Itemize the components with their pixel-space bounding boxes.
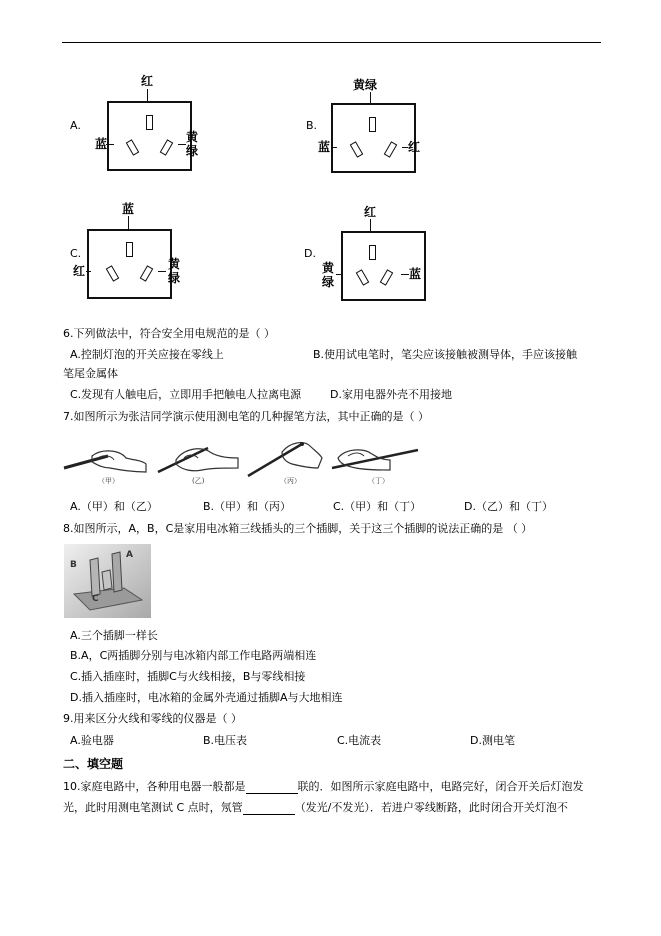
pen-grip-figure-jia (62, 438, 148, 485)
caption: （丙） (280, 477, 301, 485)
top-wire-label: 红 (364, 205, 377, 219)
q6-option-a: A.控制灯泡的开关应接在零线上 (70, 348, 224, 361)
q10-text-part-2: 联的．如图所示家庭电路中，电路完好，闭合开关后灯泡发 (297, 780, 584, 793)
right-wire-label-1: 黄 (168, 257, 181, 271)
left-slot (106, 265, 120, 281)
question-8-stem: 8.如图所示，A，B，C是家用电冰箱三线插头的三个插脚，关于这三个插脚的说法正确的是 （ ） (63, 522, 533, 535)
q8-option-a: A.三个插脚一样长 (70, 629, 158, 642)
caption: (乙) (192, 477, 205, 485)
question-10-line-2 (63, 801, 568, 815)
earth-slot (126, 242, 133, 257)
q9-option-b: B.电压表 (203, 734, 248, 747)
pin-label-b: B (70, 560, 77, 570)
header-rule (62, 42, 601, 43)
right-lead (178, 144, 186, 145)
left-slot (126, 139, 140, 155)
q7-option-c: C.（甲）和（丁） (333, 500, 422, 513)
section-heading: 二、填空题 (63, 757, 124, 771)
right-slot (380, 269, 394, 285)
right-wire-label: 蓝 (409, 267, 422, 281)
q6-option-c: C.发现有人触电后，立即用手把触电人拉离电源 (70, 388, 302, 401)
plug-photo (64, 544, 151, 618)
pen-grip-figure-ding (328, 438, 420, 485)
left-wire-label-1: 黄 (322, 261, 335, 275)
q7-option-b: B.（甲）和（丙） (203, 500, 292, 513)
question-9-stem: 9.用来区分火线和零线的仪器是（ ） (63, 712, 242, 725)
pin-label-a: A (126, 550, 133, 560)
question-7-stem: 7.如图所示为张洁同学演示使用测电笔的几种握笔方法，其中正确的是（ ） (63, 410, 429, 423)
q8-option-d: D.插入插座时，电冰箱的金属外壳通过插脚A与大地相连 (70, 691, 343, 704)
question-6-stem: 6.下列做法中，符合安全用电规范的是（ ） (63, 327, 275, 340)
right-lead (158, 271, 166, 272)
q9-option-c: C.电流表 (337, 734, 382, 747)
right-slot (140, 265, 154, 281)
left-wire-label: 红 (73, 264, 86, 278)
right-wire-label: 红 (408, 140, 421, 154)
pin-label-c: C (92, 594, 99, 604)
earth-slot (369, 245, 376, 260)
top-wire-label: 黄绿 (353, 78, 378, 92)
question-10-line-1 (63, 780, 584, 794)
top-lead (128, 216, 129, 230)
q10-text-part-3: 光，此时用测电笔测试 C 点时，氖管 (63, 801, 243, 814)
option-letter: B. (306, 119, 318, 132)
left-wire-label-2: 绿 (322, 275, 335, 289)
left-lead (336, 274, 342, 275)
option-letter: C. (70, 247, 82, 260)
q6-option-d: D.家用电器外壳不用接地 (330, 388, 452, 401)
q9-option-a: A.验电器 (70, 734, 114, 747)
q7-option-d: D.（乙）和（丁） (464, 500, 553, 513)
q6-option-b-continued: 笔尾金属体 (63, 367, 118, 380)
q9-option-d: D.测电笔 (470, 734, 515, 747)
q10-text-part-4: （发光/不发光）．若进户零线断路，此时闭合开关灯泡不 (294, 801, 568, 814)
pen-grip-figure-yi (154, 438, 240, 485)
left-wire-label: 蓝 (95, 137, 108, 151)
top-wire-label: 红 (141, 74, 154, 88)
top-wire-label: 蓝 (122, 202, 135, 216)
earth-slot (369, 117, 376, 132)
q8-option-c: C.插入插座时，插脚C与火线相接，B与零线相接 (70, 670, 306, 683)
left-lead (106, 144, 114, 145)
q7-option-a: A.（甲）和（乙） (70, 500, 158, 513)
left-lead (331, 147, 337, 148)
right-wire-label-1: 黄 (186, 130, 199, 144)
caption: （甲） (98, 477, 119, 485)
option-letter: A. (70, 119, 81, 132)
q10-blank-2[interactable] (243, 803, 295, 815)
q8-option-b: B.A，C两插脚分别与电冰箱内部工作电路两端相连 (70, 649, 317, 662)
q6-option-b: B.使用试电笔时，笔尖应该接触被测导体，手应该接触 (313, 348, 578, 361)
q10-text-part-1: 10.家庭电路中，各种用电器一般都是 (63, 780, 246, 793)
left-lead (86, 271, 91, 272)
caption: （丁） (368, 477, 389, 485)
socket-outline (331, 103, 416, 173)
right-wire-label-2: 绿 (168, 271, 181, 285)
socket-outline (341, 231, 426, 301)
right-wire-label-2: 绿 (186, 144, 199, 158)
earth-slot (146, 115, 153, 130)
socket-outline (87, 229, 172, 299)
left-wire-label: 蓝 (318, 140, 331, 154)
left-slot (350, 141, 364, 157)
option-letter: D. (304, 247, 316, 260)
q10-blank-1[interactable] (246, 782, 298, 794)
right-slot (160, 139, 174, 155)
pen-grip-figure-bing (244, 438, 324, 485)
right-slot (384, 141, 398, 157)
socket-outline (107, 101, 192, 171)
left-slot (356, 269, 370, 285)
right-lead (401, 274, 409, 275)
